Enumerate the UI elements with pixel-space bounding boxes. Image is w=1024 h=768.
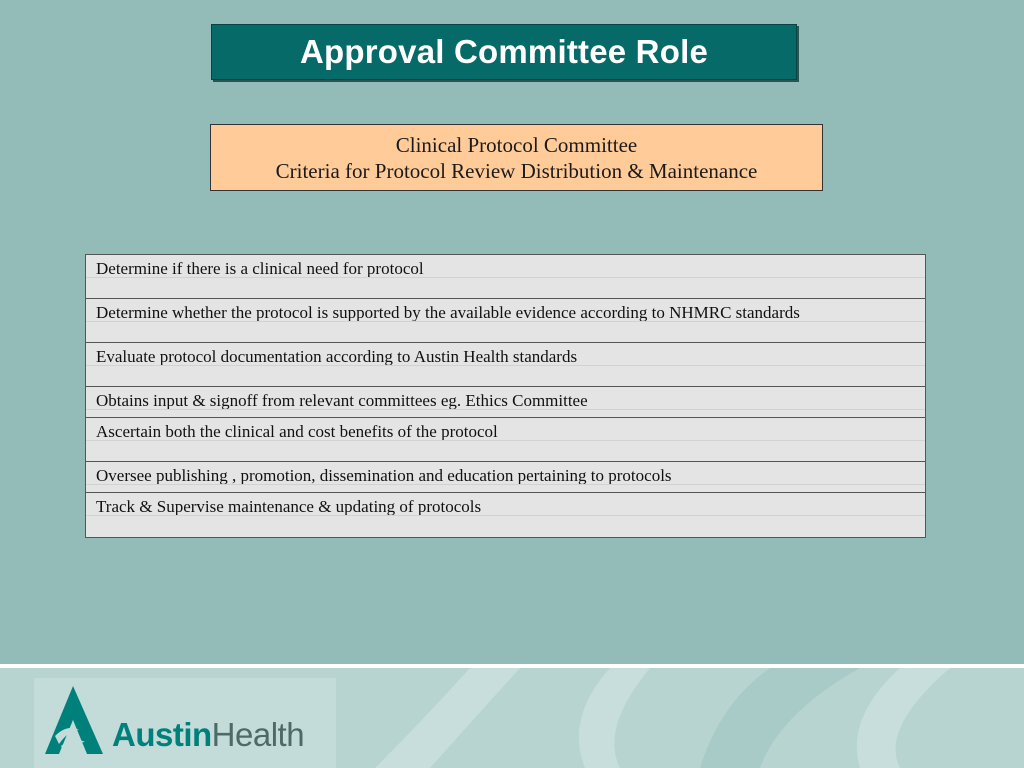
criteria-row: Obtains input & signoff from relevant committees eg. Ethics Committee xyxy=(86,387,925,418)
subtitle-line-1: Clinical Protocol Committee xyxy=(395,132,638,157)
criteria-row: Determine whether the protocol is supported by the available evidence according to NHMRC standards xyxy=(86,299,925,343)
subtitle-box xyxy=(210,124,823,191)
logo-wordmark xyxy=(112,716,304,754)
criteria-row: Evaluate protocol documentation according to Austin Health standards xyxy=(86,343,925,387)
slide-title: Approval Committee Role xyxy=(300,33,708,70)
criteria-row: Oversee publishing , promotion, dissemination and education pertaining to protocols xyxy=(86,462,925,493)
logo-word-health: Health xyxy=(211,716,305,753)
subtitle-line-2: Criteria for Protocol Review Distribution & Maintenance xyxy=(275,158,758,183)
footer-band xyxy=(0,668,1024,768)
logo-word-austin: Austin xyxy=(112,716,212,753)
austin-health-logo xyxy=(34,678,336,768)
criteria-row: Determine if there is a clinical need for protocol xyxy=(86,255,925,299)
criteria-table xyxy=(85,254,926,538)
criteria-row: Ascertain both the clinical and cost benefits of the protocol xyxy=(86,418,925,462)
austin-health-logo-icon xyxy=(45,684,105,756)
criteria-row: Track & Supervise maintenance & updating of protocols xyxy=(86,493,925,537)
slide-title-bar xyxy=(211,24,797,80)
